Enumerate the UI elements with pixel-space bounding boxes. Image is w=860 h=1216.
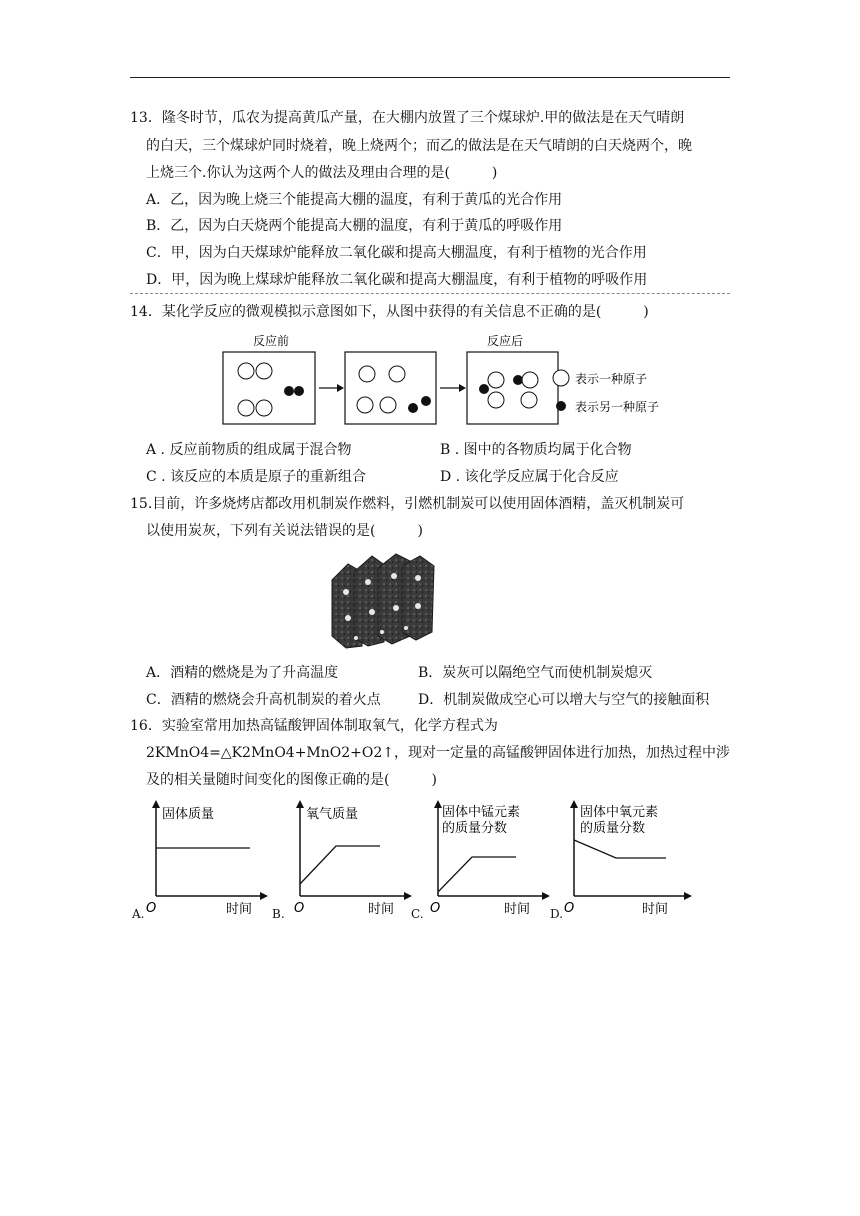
graph-b-letter: B. — [272, 907, 285, 921]
graph-c-xlabel: 时间 — [504, 902, 531, 917]
q15-option-c: C．酒精的燃烧会升高机制炭的着火点 — [146, 692, 381, 708]
q14-option-b: B . 图中的各物质均属于化合物 — [440, 442, 632, 458]
after-label: 反应后 — [487, 334, 524, 348]
graph-a-xlabel: 时间 — [226, 902, 253, 917]
white-atom — [389, 366, 405, 382]
black-atom — [284, 386, 294, 396]
q15-option-b: B．炭灰可以隔绝空气而使机制炭熄灭 — [418, 665, 653, 681]
charcoal-image — [328, 552, 436, 650]
white-atom — [256, 400, 272, 416]
arrow-head-icon — [459, 384, 466, 392]
black-atom — [294, 386, 304, 396]
graph-c — [424, 800, 554, 920]
black-atom — [421, 396, 431, 406]
dotted-divider — [130, 293, 730, 294]
legend-white-label: 表示一种原子 — [575, 372, 648, 386]
legend-black-atom — [556, 401, 566, 411]
x-arrow-icon — [260, 892, 268, 900]
q15-stem-line1: 15.目前，许多烧烤店都改用机制炭作燃料，引燃机制炭可以使用固体酒精，盖灭机制炭可 — [130, 496, 685, 512]
q13-option-d: D．甲，因为晚上煤球炉能释放二氧化碳和提高大棚温度，有利于植物的呼吸作用 — [146, 272, 648, 288]
q16-stem-line3: 及的相关量随时间变化的图像正确的是( ) — [146, 772, 437, 788]
y-arrow-icon — [570, 800, 578, 808]
graph-d-ylabel1: 固体中氧元素 — [580, 805, 659, 820]
q16-stem-line2: 2KMnO4=△K2MnO4+MnO2+O2↑，现对一定量的高锰酸钾固体进行加热，加热过程中涉 — [146, 745, 731, 761]
graph-d-curve — [574, 840, 666, 858]
q13-option-c: C．甲，因为白天煤球炉能释放二氧化碳和提高大棚温度，有利于植物的光合作用 — [146, 245, 647, 261]
white-atom — [488, 372, 504, 388]
black-atom — [408, 403, 418, 413]
y-arrow-icon — [434, 800, 442, 808]
q13-option-b: B．乙，因为白天烧两个能提高大棚的温度，有利于黄瓜的呼吸作用 — [146, 218, 563, 234]
y-arrow-icon — [296, 800, 304, 808]
white-atom — [380, 397, 396, 413]
white-atom — [521, 392, 537, 408]
white-atom — [522, 372, 538, 388]
graph-d-letter: D. — [550, 907, 564, 921]
x-arrow-icon — [542, 892, 550, 900]
white-atom — [256, 363, 272, 379]
q16-stem-line1: 16．实验室常用加热高锰酸钾固体制取氧气，化学方程式为 — [130, 718, 498, 734]
q14-option-d: D . 该化学反应属于化合反应 — [440, 469, 619, 485]
legend-white-atom — [553, 370, 569, 386]
white-atom — [238, 363, 254, 379]
q13-stem-line3: 上烧三个.你认为这两个人的做法及理由合理的是( ) — [146, 165, 498, 181]
header-rule — [130, 77, 730, 78]
graph-a-origin: O — [146, 901, 157, 916]
reaction-diagram — [215, 328, 685, 428]
graph-b — [286, 800, 416, 920]
graph-a-ylabel: 固体质量 — [162, 807, 215, 822]
q14-option-c: C . 该反应的本质是原子的重新组合 — [146, 469, 367, 485]
q13-option-a: A．乙，因为晚上烧三个能提高大棚的温度，有利于黄瓜的光合作用 — [146, 192, 563, 208]
q13-stem-line1: 13．隆冬时节，瓜农为提高黄瓜产量，在大棚内放置了三个煤球炉.甲的做法是在天气晴朗 — [130, 110, 685, 126]
y-arrow-icon — [152, 800, 160, 808]
graph-d-xlabel: 时间 — [642, 902, 669, 917]
graph-b-ylabel: 氧气质量 — [306, 807, 359, 822]
graph-b-curve — [300, 846, 380, 884]
white-atom — [357, 397, 373, 413]
graph-c-origin: O — [430, 901, 441, 916]
white-atom — [488, 392, 504, 408]
q15-option-d: D．机制炭做成空心可以增大与空气的接触面积 — [418, 692, 710, 708]
q14-option-a: A . 反应前物质的组成属于混合物 — [146, 442, 352, 458]
graph-a-letter: A. — [132, 907, 145, 921]
x-arrow-icon — [404, 892, 412, 900]
graph-a — [142, 800, 272, 920]
black-atom — [479, 384, 489, 394]
x-arrow-icon — [684, 892, 692, 900]
arrow-head-icon — [337, 384, 344, 392]
before-label: 反应前 — [253, 334, 290, 348]
graph-b-xlabel: 时间 — [368, 902, 395, 917]
white-atom — [359, 366, 375, 382]
legend-black-label: 表示另一种原子 — [575, 400, 660, 414]
graph-c-letter: C. — [411, 907, 424, 921]
graph-d-origin: O — [564, 901, 575, 916]
q15-stem-line2: 以使用炭灰，下列有关说法错误的是( ) — [146, 523, 423, 539]
graph-c-curve — [438, 857, 516, 892]
q15-option-a: A．酒精的燃烧是为了升高温度 — [146, 665, 339, 681]
white-atom — [238, 400, 254, 416]
q13-stem-line2: 的白天，三个煤球炉同时烧着，晚上烧两个；而乙的做法是在天气晴朗的白天烧两个，晚 — [146, 138, 692, 154]
q14-stem: 14．某化学反应的微观模拟示意图如下，从图中获得的有关信息不正确的是( ) — [130, 304, 649, 320]
middle-box — [345, 352, 436, 424]
graph-b-origin: O — [294, 901, 305, 916]
graph-c-ylabel2: 的质量分数 — [442, 821, 508, 836]
graph-c-ylabel1: 固体中锰元素 — [442, 805, 521, 820]
graph-d-ylabel2: 的质量分数 — [580, 821, 646, 836]
graph-d — [562, 800, 696, 920]
